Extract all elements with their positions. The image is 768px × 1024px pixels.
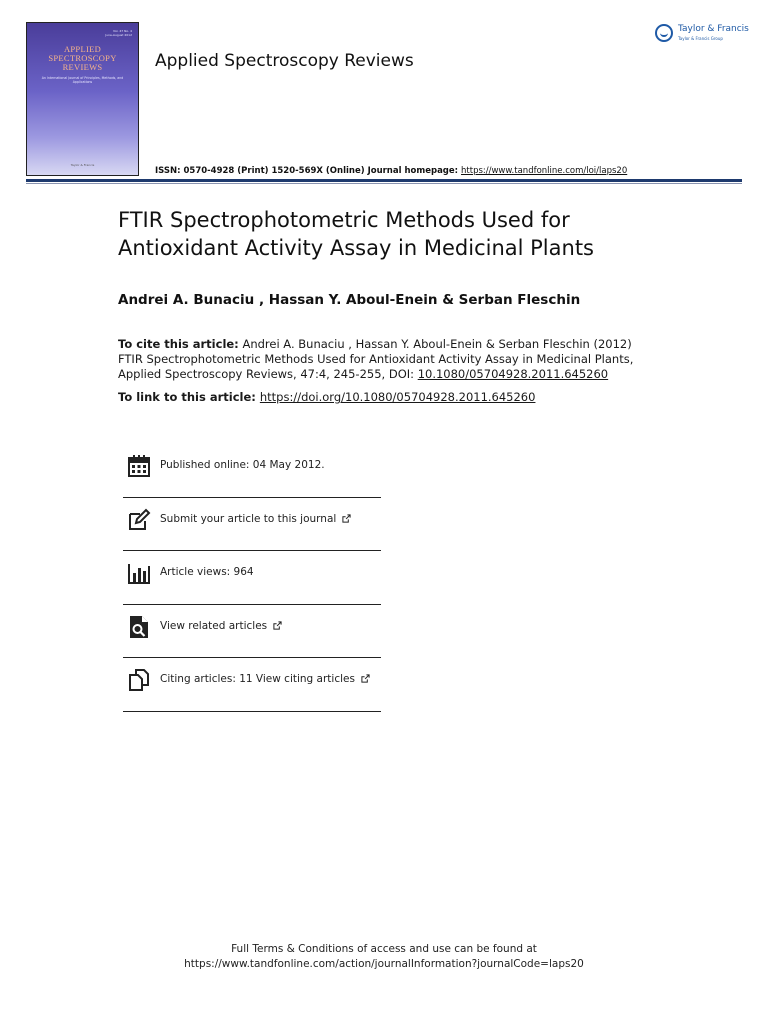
external-link-icon <box>342 514 351 523</box>
publisher-name: Taylor & Francis <box>678 24 749 34</box>
header-divider-thin <box>26 183 742 184</box>
doi-link[interactable]: 10.1080/05704928.2011.645260 <box>417 367 609 381</box>
published-online-row <box>123 444 381 498</box>
published-date-text: Published online: 04 May 2012. <box>160 459 325 471</box>
journal-homepage-link[interactable]: https://www.tandfonline.com/loi/laps20 <box>461 166 628 176</box>
link-label: To link to this article: <box>118 390 260 404</box>
footer-terms-url[interactable]: https://www.tandfonline.com/action/journalInformation?journalCode=laps20 <box>184 958 584 970</box>
terms-footer <box>0 942 768 972</box>
related-articles-text: View related articles <box>160 619 268 632</box>
calendar-icon <box>127 454 151 478</box>
article-metadata-list <box>123 444 381 712</box>
cover-title-line: REVIEWS <box>62 62 103 72</box>
cover-volume <box>105 29 132 37</box>
citing-articles-row[interactable] <box>123 658 381 712</box>
footer-terms-text: Full Terms & Conditions of access and use can be found at <box>231 943 537 955</box>
cover-title <box>27 45 138 72</box>
related-articles-link[interactable] <box>160 620 282 632</box>
article-title-line: Antioxidant Activity Assay in Medicinal Plants <box>118 236 594 260</box>
article-title <box>118 206 678 262</box>
issn-line <box>155 166 627 176</box>
article-link-block <box>118 390 535 404</box>
cover-date-text: June-August 2012 <box>105 33 132 37</box>
citing-articles-text: Citing articles: 11 View citing articles <box>160 673 355 685</box>
cover-title-line: APPLIED <box>63 44 102 54</box>
article-views-row <box>123 551 381 605</box>
journal-cover-image <box>26 22 139 176</box>
cite-label: To cite this article: <box>118 337 239 351</box>
citation-block <box>118 337 658 382</box>
submit-article-text: Submit your article to this journal <box>160 512 337 525</box>
bar-chart-icon <box>127 561 151 585</box>
cover-vol-text: Vol. 47 No. 4 <box>112 29 132 33</box>
citing-articles-link[interactable] <box>160 673 370 685</box>
cover-publisher: Taylor & Francis <box>70 163 95 167</box>
submit-article-row[interactable] <box>123 498 381 552</box>
header-divider <box>26 179 742 182</box>
submit-article-link[interactable] <box>160 513 351 525</box>
issn-text: ISSN: 0570-4928 (Print) 1520-569X (Online) Journal homepage: <box>155 166 462 176</box>
taylor-francis-logo-icon <box>655 24 673 42</box>
article-views-text: Article views: 964 <box>160 566 254 578</box>
external-link-icon <box>273 621 282 630</box>
external-link-icon <box>361 674 370 683</box>
citing-documents-icon <box>127 668 151 692</box>
related-articles-row[interactable] <box>123 605 381 659</box>
article-title-line: FTIR Spectrophotometric Methods Used for <box>118 208 570 232</box>
article-authors: Andrei A. Bunaciu , Hassan Y. Aboul-Enein & Serban Fleschin <box>118 292 581 308</box>
edit-icon <box>127 508 151 532</box>
document-search-icon <box>127 615 151 639</box>
journal-title: Applied Spectroscopy Reviews <box>155 51 414 71</box>
cite-text: Andrei A. Bunaciu , Hassan Y. Aboul-Enein & Serban Fleschin (2012) FTIR Spectrophotometric Methods Used for Antioxidant Activity Assay in Medicinal Plants, Applied Spectroscopy Reviews, 47:4, 245-255, DOI: <box>118 337 634 381</box>
cover-title-line: SPECTROSCOPY <box>48 53 117 63</box>
cover-subtitle: An International Journal of Principles, Methods, and Applications <box>41 76 124 84</box>
publisher-group: Taylor & Francis Group <box>678 36 723 41</box>
article-doi-url[interactable]: https://doi.org/10.1080/05704928.2011.645260 <box>259 390 536 404</box>
taylor-francis-logo[interactable] <box>655 22 749 46</box>
